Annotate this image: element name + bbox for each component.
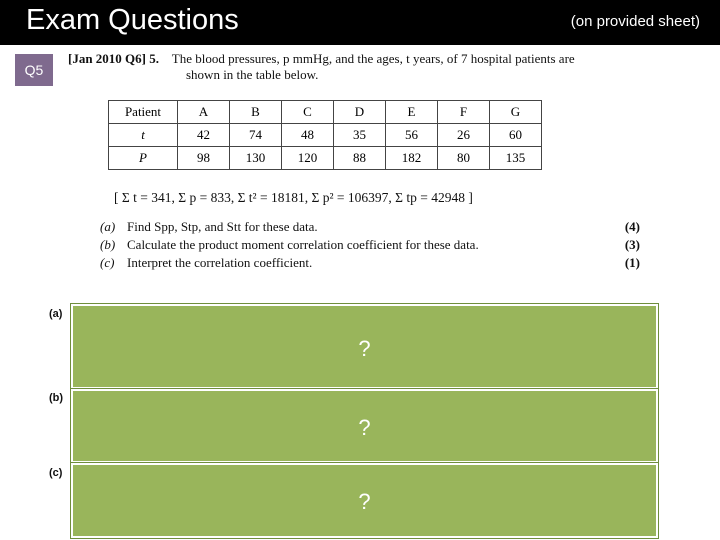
answer-label-b: (b) (49, 392, 64, 404)
table-header-cell: F (438, 101, 490, 124)
answer-placeholder: ? (358, 336, 371, 361)
table-header-cell: C (282, 101, 334, 124)
table-cell: 56 (386, 124, 438, 147)
table-row (109, 147, 542, 170)
table-cell: 130 (230, 147, 282, 170)
table-header-cell: D (334, 101, 386, 124)
question-intro (68, 51, 648, 83)
answer-box-c[interactable] (71, 463, 658, 538)
answer-placeholder: ? (358, 489, 371, 514)
question-intro-line2: shown in the table below. (186, 67, 319, 82)
summary-statistics: [ Σ t = 341, Σ p = 833, Σ t² = 18181, Σ p² = 106397, Σ tp = 42948 ] (114, 190, 473, 205)
table-cell: 60 (490, 124, 542, 147)
answer-label-c: (c) (49, 467, 63, 479)
part-label: (a) (100, 219, 116, 234)
question-badge: Q5 (15, 54, 53, 86)
table-cell: 80 (438, 147, 490, 170)
question-ref: [Jan 2010 Q6] 5. (68, 51, 159, 66)
part-marks: (1) (624, 255, 640, 270)
table-header-cell: G (490, 101, 542, 124)
table-header-cell: B (230, 101, 282, 124)
answer-box-b[interactable] (71, 389, 658, 463)
part-text: Interpret the correlation coefficient. (127, 255, 313, 270)
table-cell: 88 (334, 147, 386, 170)
table-cell: 182 (386, 147, 438, 170)
table-cell: 26 (438, 124, 490, 147)
table-header-row (109, 101, 542, 124)
part-text: Calculate the product moment correlation coefficient for these data. (127, 237, 479, 252)
title-bar (0, 0, 720, 45)
answer-label-a: (a) (49, 308, 63, 320)
table-cell: 48 (282, 124, 334, 147)
table-cell: 74 (230, 124, 282, 147)
table-row-label: P (109, 147, 178, 170)
table-cell: 135 (490, 147, 542, 170)
table-header-cell: Patient (109, 101, 178, 124)
table-cell: 98 (178, 147, 230, 170)
data-table (108, 100, 542, 170)
part-label: (b) (100, 237, 116, 252)
table-header-cell: A (178, 101, 230, 124)
table-cell: 35 (334, 124, 386, 147)
table-cell: 120 (282, 147, 334, 170)
question-intro-text: The blood pressures, p mmHg, and the ages, t years, of 7 hospital patients are (171, 51, 575, 66)
table-row-label: t (109, 124, 178, 147)
question-part (100, 236, 640, 254)
part-label: (c) (100, 255, 115, 270)
question-part (100, 254, 640, 272)
slide-title: Exam Questions (26, 4, 239, 36)
table-header-cell: E (386, 101, 438, 124)
answer-box-a[interactable] (71, 304, 658, 389)
answer-placeholder: ? (358, 415, 371, 440)
part-text: Find Spp, Stp, and Stt for these data. (127, 219, 318, 234)
part-marks: (4) (624, 219, 640, 234)
table-cell: 42 (178, 124, 230, 147)
question-intro-line1 (68, 51, 648, 67)
part-marks: (3) (624, 237, 640, 252)
question-part (100, 218, 640, 236)
question-parts (100, 218, 640, 272)
table-row (109, 124, 542, 147)
slide-subtitle: (on provided sheet) (570, 13, 700, 30)
